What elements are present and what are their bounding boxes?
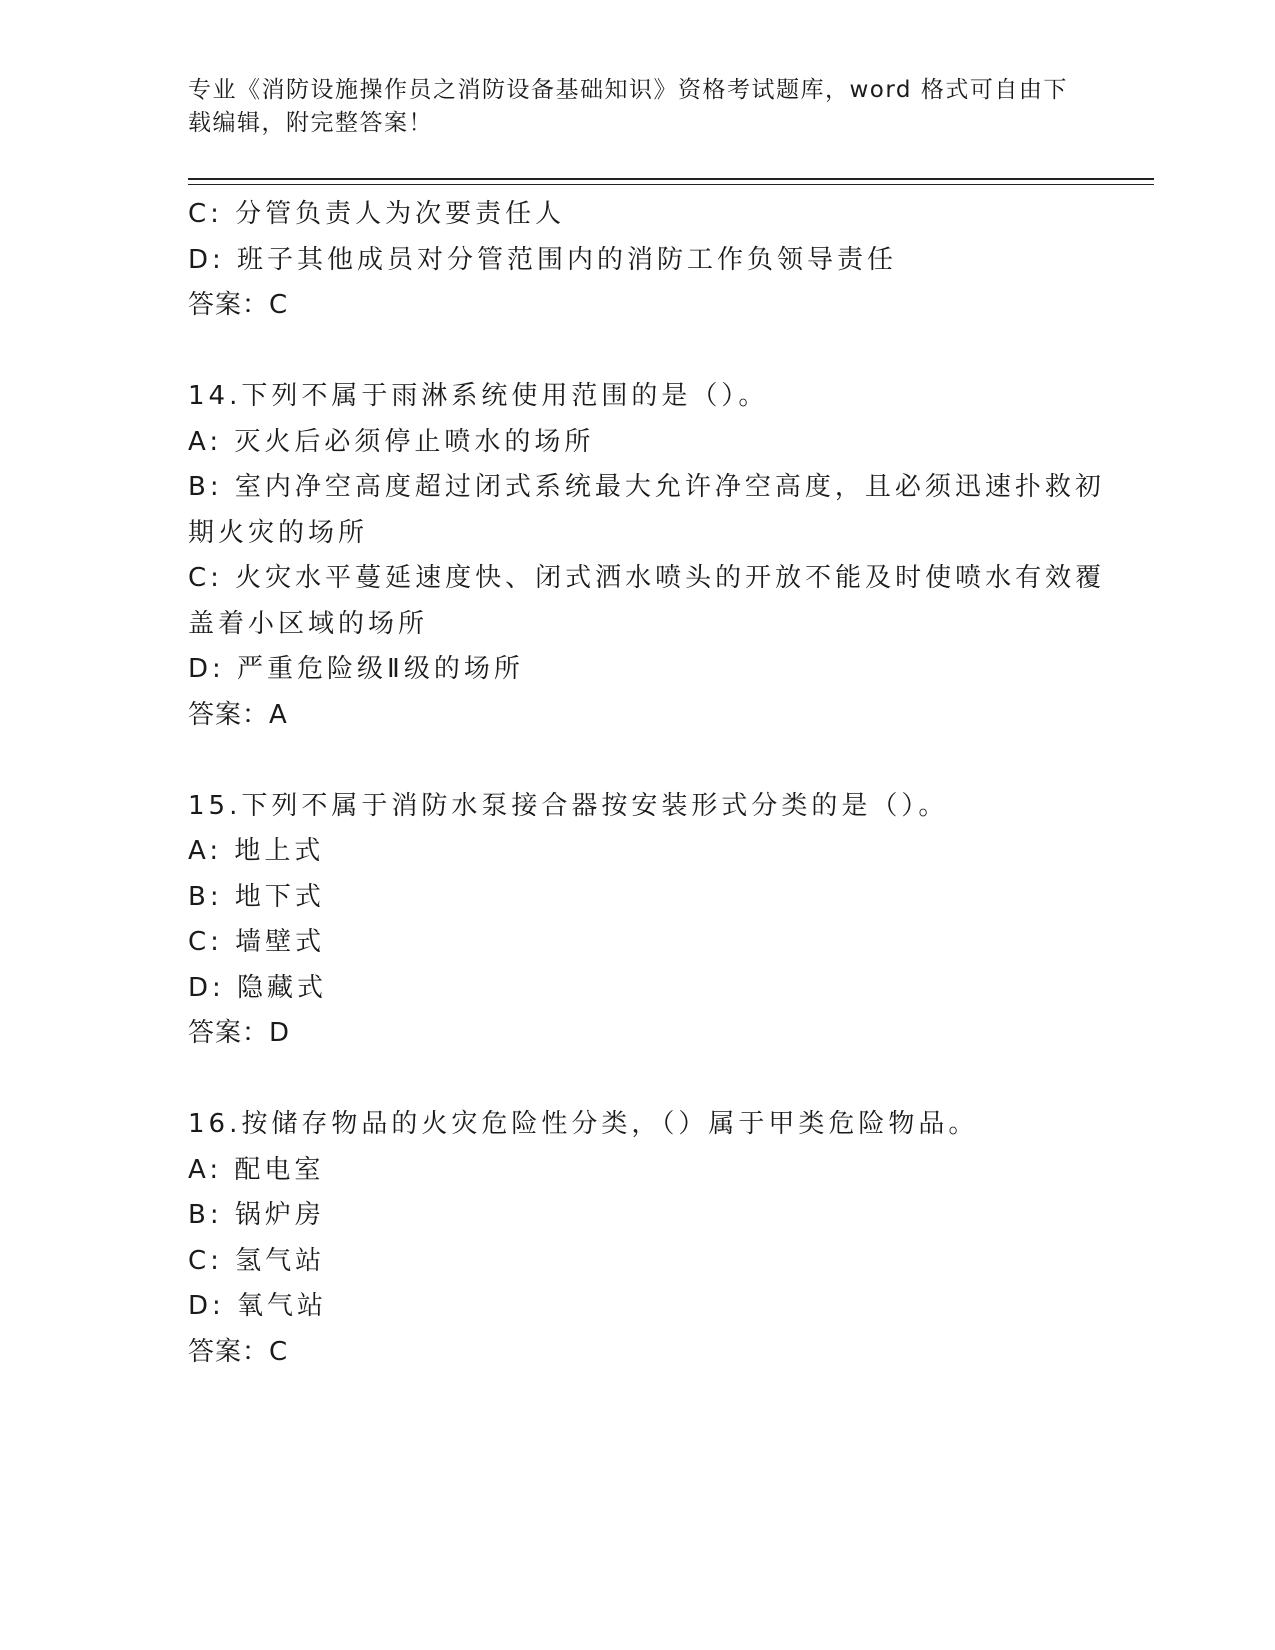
q15-stem: 15.下列不属于消防水泵接合器按安装形式分类的是（）。	[188, 790, 949, 821]
q16-option-d: D: 氧气站	[188, 1291, 328, 1321]
spacer	[188, 1057, 1088, 1103]
q15-option-d: D: 隐藏式	[188, 972, 328, 1003]
q15-option-a: A: 地上式	[188, 836, 325, 866]
header-rule-thick	[188, 178, 1154, 180]
prev-answer: 答案：C	[188, 290, 289, 320]
question-content	[188, 192, 1106, 1375]
q16-answer: 答案：C	[188, 1336, 289, 1367]
spacer	[188, 329, 1088, 375]
q15-option-b: B: 地下式	[188, 881, 325, 912]
spacer	[188, 738, 1088, 784]
q14-option-d: D: 严重危险级Ⅱ级的场所	[188, 654, 524, 684]
q14-option-a: A: 灭火后必须停止喷水的场所	[188, 426, 595, 457]
q16-option-a: A: 配电室	[188, 1154, 325, 1185]
q14-stem: 14.下列不属于雨淋系统使用范围的是（）。	[188, 381, 769, 411]
q14-option-c-line-2: 盖着小区域的场所	[188, 608, 429, 639]
q14-answer: 答案：A	[188, 699, 288, 730]
document-header	[188, 74, 1068, 140]
q15-option-c: C: 墙壁式	[188, 927, 326, 957]
q14-option-c-line-1: C: 火灾水平蔓延速度快、闭式洒水喷头的开放不能及时使喷水有效覆	[188, 563, 1106, 593]
header-rule-thin	[188, 184, 1154, 185]
q14-option-b-line-1: B: 室内净空高度超过闭式系统最大允许净空高度，且必须迅速扑救初	[188, 472, 1105, 502]
prev-option-d: D: 班子其他成员对分管范围内的消防工作负领导责任	[188, 244, 898, 275]
q15-answer: 答案：D	[188, 1018, 291, 1048]
header-line-2: 载编辑，附完整答案！	[188, 110, 433, 136]
q16-option-b: B: 锅炉房	[188, 1200, 325, 1230]
q14-option-b-line-2: 期火灾的场所	[188, 517, 369, 548]
prev-option-c: C: 分管负责人为次要责任人	[188, 199, 566, 229]
header-line-1: 专业《消防设施操作员之消防设备基础知识》资格考试题库，word 格式可自由下	[188, 77, 1068, 103]
q16-stem: 16.按储存物品的火灾危险性分类，（）属于甲类危险物品。	[188, 1109, 979, 1139]
q16-option-c: C: 氢气站	[188, 1245, 326, 1276]
